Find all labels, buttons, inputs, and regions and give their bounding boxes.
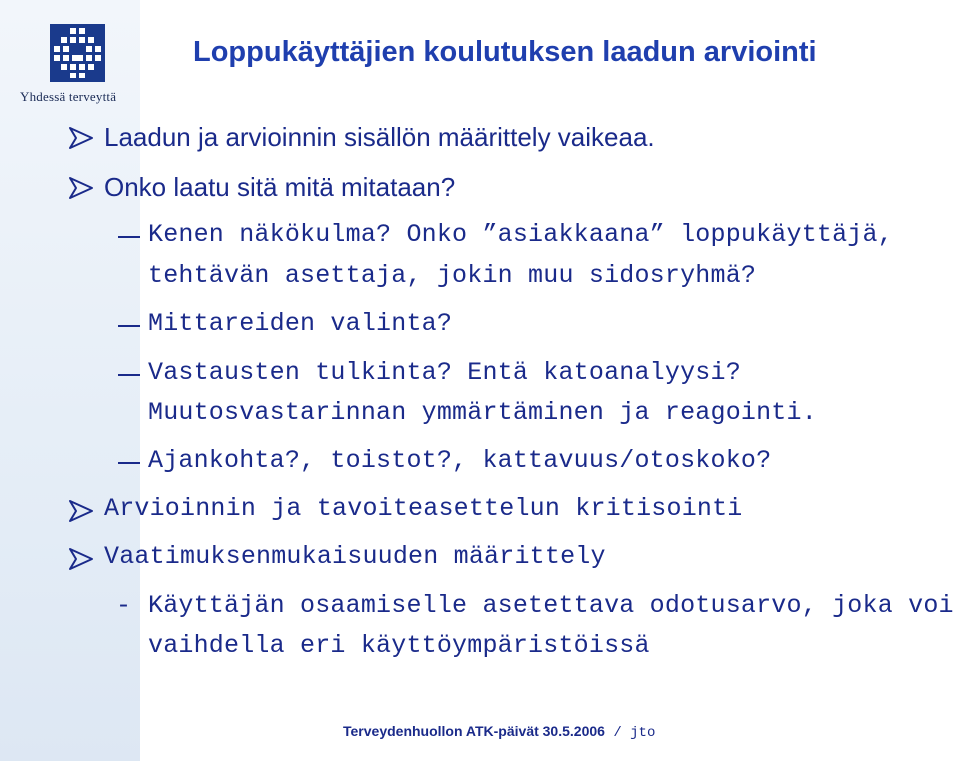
hyphen-marker: - — [116, 591, 132, 620]
footer-author: / jto — [604, 725, 656, 741]
bullet-text-3: Arvioinnin ja tavoiteasettelun kritisointi — [104, 494, 743, 523]
dash-marker — [118, 236, 140, 238]
hyphen-item-line-1: Käyttäjän osaamiselle asetettava odotusarvo, joka voi — [148, 591, 954, 620]
sub-item-3-line-1: Vastausten tulkinta? Entä katoanalyysi? — [148, 358, 741, 387]
bullet-text-2: Onko laatu sitä mitä mitataan? — [104, 172, 456, 202]
sub-item-1-line-1: Kenen näkökulma? Onko ”asiakkaana” loppukäyttäjä, — [148, 220, 893, 249]
sub-item-3-line-2: Muutosvastarinnan ymmärtäminen ja reagointi. — [148, 398, 817, 427]
hyphen-item-line-2: vaihdella eri käyttöympäristöissä — [148, 631, 650, 660]
footer — [343, 723, 655, 741]
bullet-text-4: Vaatimuksenmukaisuuden määrittely — [104, 542, 606, 571]
logo-text: Yhdessä terveyttä — [20, 89, 117, 104]
bullet-text-1: Laadun ja arvioinnin sisällön määrittely vaikeaa. — [104, 122, 655, 152]
arrow-bullet-icon — [68, 499, 94, 523]
dash-marker — [118, 462, 140, 464]
footer-event: Terveydenhuollon ATK-päivät 30.5.2006 — [343, 723, 605, 739]
arrow-bullet-icon — [68, 547, 94, 571]
sub-item-1-line-2: tehtävän asettaja, jokin muu sidosryhmä? — [148, 261, 757, 290]
dash-marker — [118, 374, 140, 376]
arrow-bullet-icon — [68, 126, 94, 150]
slide-title: Loppukäyttäjien koulutuksen laadun arviointi — [193, 36, 817, 68]
dash-marker — [118, 325, 140, 327]
sub-item-4-line-1: Ajankohta?, toistot?, kattavuus/otoskoko? — [148, 446, 772, 475]
sub-item-2-line-1: Mittareiden valinta? — [148, 309, 453, 338]
arrow-bullet-icon — [68, 176, 94, 200]
